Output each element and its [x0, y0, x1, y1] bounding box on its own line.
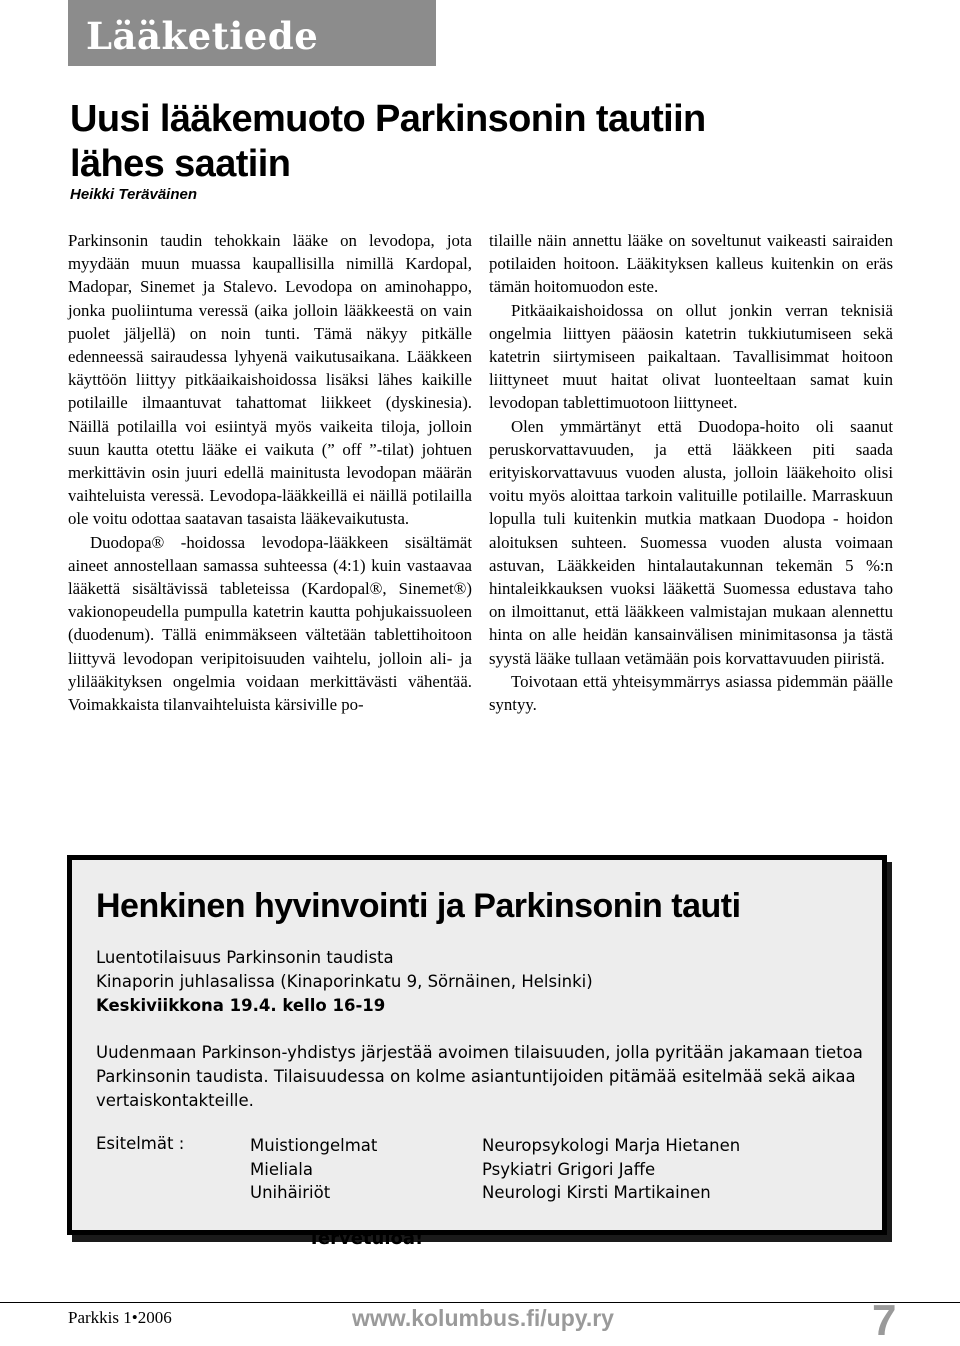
lecture-speaker: Neurologi Kirsti Martikainen: [482, 1183, 711, 1202]
lecture-row: [250, 1181, 740, 1205]
event-datetime: Keskiviikkona 19.4. kello 16-19: [96, 996, 386, 1015]
event-subtitle: Luentotilaisuus Parkinsonin taudista: [96, 948, 394, 967]
event-info: [96, 946, 593, 1018]
article-paragraph: Olen ymmärtänyt että Duodopa-hoito oli saanut peruskorvattavuuden, ja että lääkkeen piti saada erityiskorvattavuus vuoden alusta, jolloin lääkehoito olisi voitu myös aloittaa tarkoin valituille potilaille. Marraskuun lopulla tuli kuitenkin mutkia matkaan Duodopa - hoidon aloituksen suhteen. Suomessa vuoden alusta voimaan astuvan, Lääkkeiden hintalautakunnan tekemän 5 %:n hintaleikkauksen vuoksi lääkettä Suomessa edustava taho on ilmoittanut, että lääkkeen valmistajan mukaan alennettu hinta on alle heidän kansainvälisen minimitasonsa ja tästä syystä lääke tullaan vetämään pois korvattavuuden piiristä.: [489, 416, 893, 668]
section-banner: [68, 0, 436, 66]
event-title: Henkinen hyvinvointi ja Parkinsonin tauti: [96, 887, 741, 925]
event-venue: Kinaporin juhlasalissa (Kinaporinkatu 9, Sörnäinen, Helsinki): [96, 972, 593, 991]
article-author: Heikki Teräväinen: [70, 186, 198, 203]
lecture-topic: Mieliala: [250, 1159, 313, 1179]
article-paragraph: tilaille näin annettu lääke on soveltunut vaikeasti sairaiden potilaiden hoitoon. Lääkityksen kalleus kuitenkin on eräs tämän hoitomuodon este.: [489, 231, 893, 297]
lecture-topic: Muistiongelmat: [250, 1136, 378, 1155]
lecture-topic: Unihäiriöt: [250, 1183, 331, 1202]
article-title-line2: lähes saatiin: [70, 143, 291, 185]
article-title: [70, 97, 830, 187]
lecture-row: [250, 1158, 740, 1182]
article-paragraph: Duodopa® -hoidossa levodopa-lääkkeen sisältämät aineet annostellaan samassa suhteessa (4:1) kuin vastaavaa lääkettä sisältävissä tableteissa (Kardopal®, Sinemet®) vakionopeudella pumpulla katetrin kautta pohjukaissuoleen (duodenum). Tällä enimmäkseen vältetään tablettihoitoon liittyvä levodopan veripitoisuuden vaihtelu, jolloin ali- ja ylilääkityksen ongelmia voidaan merkittävästi vähentää. Voimakkaista tilanvaihteluista kärsiville po-: [68, 532, 472, 715]
lectures-label: Esitelmät :: [96, 1134, 185, 1153]
event-description: Uudenmaan Parkinson-yhdistys järjestää avoimen tilaisuuden, jolla pyritään jakamaan tietoa Parkinsonin taudista. Tilaisuudessa on kolme asiantuntijoiden pitämää esitelmää sekä aikaa vertaiskontakteille.: [96, 1043, 863, 1110]
page-number: 7: [872, 1296, 897, 1345]
article-paragraph: Pitkäaikaishoidossa on ollut jonkin verran teknisiä ongelmia liittyen pääosin katetrin tukkiutumiseen sekä katetrin siirtymiseen paikaltaan. Tavallisimmat hoitoon liittyneet muut haitat olivat luonteeltaan samat kuin levodopan tablettimuotoon liittyneet.: [489, 300, 893, 413]
lectures-table: [250, 1134, 740, 1205]
section-title: Lääketiede: [86, 14, 319, 58]
footer-divider: [0, 1302, 960, 1303]
article-paragraph: Parkinsonin taudin tehokkain lääke on levodopa, jota myydään muun muassa kaupallisilla nimillä Kardopal, Madopar, Sinemet ja Stalevo. Levodopa on aminohappo, jonka puoliintuma veressä (aika jolloin lääkkeestä on vain puolet jäljellä) on noin tunti. Tämä näkyy pitkälle edenneessä sairaudessa lyhyenä vaikutusaikana. Lääkkeen käyttöön liittyy pitkäaikaishoidossa lisäksi lähes kaikille potilaille ilmaantuvat tahattomat liikkeet (dyskinesia). Näillä potilailla voi esiintyä myös vaikeita tiloja, jolloin suun kautta otettu lääke ei vaikuta (” off ”-tilat) johtuen merkittävin osin juuri edellä mainitusta levodopan määrän vaihteluista veressä. Levodopa-lääkkeillä ei näillä potilailla ole voitu odottaa saatavan tasaista lääkevaikutusta.: [68, 231, 472, 529]
lecture-speaker: Neuropsykologi Marja Hietanen: [482, 1136, 741, 1155]
footer-issue: Parkkis 1•2006: [68, 1308, 172, 1327]
article-column-left: [68, 229, 472, 716]
lecture-row: [250, 1134, 740, 1158]
article-title-line1: Uusi lääkemuoto Parkinsonin tautiin: [70, 98, 706, 140]
article-paragraph: Toivotaan että yhteisymmärrys asiassa pidemmän päälle syntyy.: [489, 671, 893, 715]
article-column-right: [489, 229, 893, 716]
footer-url: www.kolumbus.fi/upy.ry: [352, 1305, 614, 1331]
lecture-speaker: Psykiatri Grigori Jaffe: [482, 1159, 656, 1179]
event-welcome: Tervetuloa!: [308, 1228, 424, 1249]
